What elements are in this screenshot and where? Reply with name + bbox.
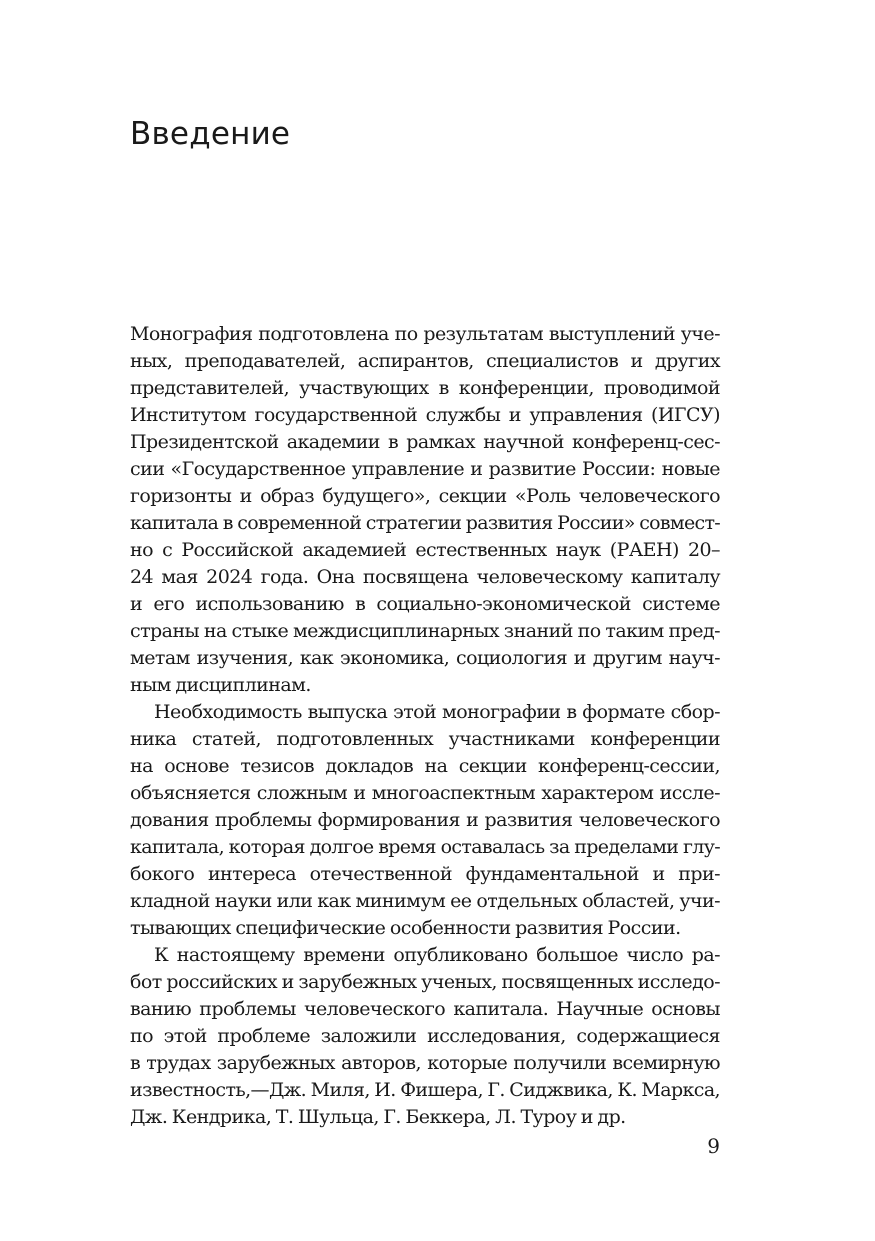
text-line: по этой проблеме заложили исследования, содержащиеся xyxy=(130,1025,720,1047)
text-line: и его использованию в социально-экономической системе xyxy=(130,593,720,615)
text-line: капитала в современной стратегии развития России» совмест- xyxy=(130,512,720,534)
text-line: горизонты и образ будущего», секции «Роль человеческого xyxy=(130,485,720,507)
text-line: сии «Государственное управление и развитие России: новые xyxy=(130,458,720,480)
text-line: в трудах зарубежных авторов, которые получили всемирную xyxy=(130,1052,720,1074)
text-line: на основе тезисов докладов на секции конференц-сессии, xyxy=(130,755,720,777)
text-line: Дж. Кендрика, Т. Шульца, Г. Беккера, Л. Туроу и др. xyxy=(130,1106,626,1128)
text-line: Монография подготовлена по результатам выступлений уче- xyxy=(130,323,720,345)
text-line: дования проблемы формирования и развития человеческого xyxy=(130,809,720,831)
text-line: К настоящему времени опубликовано большое число ра- xyxy=(154,944,720,966)
body-text xyxy=(130,321,720,1131)
text-line: ванию проблемы человеческого капитала. Научные основы xyxy=(130,998,720,1020)
text-line: капитала, которая долгое время оставалась за пределами глу- xyxy=(130,836,720,858)
text-line: бокого интереса отечественной фундаментальной и при- xyxy=(130,863,720,885)
text-line: Институтом государственной службы и управления (ИГСУ) xyxy=(130,404,720,426)
text-line: бот российских и зарубежных ученых, посвященных исследо- xyxy=(130,971,720,993)
paragraph-3 xyxy=(130,942,720,1131)
text-line: 24 мая 2024 года. Она посвящена человеческому капиталу xyxy=(130,566,720,588)
text-line: представителей, участвующих в конференции, проводимой xyxy=(130,377,720,399)
text-line: тывающих специфические особенности развития России. xyxy=(130,917,681,939)
text-line: объясняется сложным и многоаспектным характером иссле- xyxy=(130,782,720,804)
page-number: 9 xyxy=(707,1134,720,1158)
text-line: Президентской академии в рамках научной конференц-сес- xyxy=(130,431,720,453)
text-line: кладной науки или как минимум ее отдельных областей, учи- xyxy=(130,890,720,912)
text-line: ника статей, подготовленных участниками конференции xyxy=(130,728,720,750)
paragraph-2 xyxy=(130,699,720,942)
paragraph-1 xyxy=(130,321,720,699)
text-line: страны на стыке междисциплинарных знаний по таким пред- xyxy=(130,620,720,642)
text-line: но с Российской академией естественных наук (РАЕН) 20– xyxy=(130,539,720,561)
text-line: метам изучения, как экономика, социология и другим науч- xyxy=(130,647,720,669)
text-line: ным дисциплинам. xyxy=(130,674,311,696)
text-line: Необходимость выпуска этой монографии в формате сбор- xyxy=(154,701,720,723)
text-line: известность,—Дж. Миля, И. Фишера, Г. Сиджвика, К. Маркса, xyxy=(130,1079,720,1101)
page-title: Введение xyxy=(130,116,291,152)
text-line: ных, преподавателей, аспирантов, специалистов и других xyxy=(130,350,720,372)
